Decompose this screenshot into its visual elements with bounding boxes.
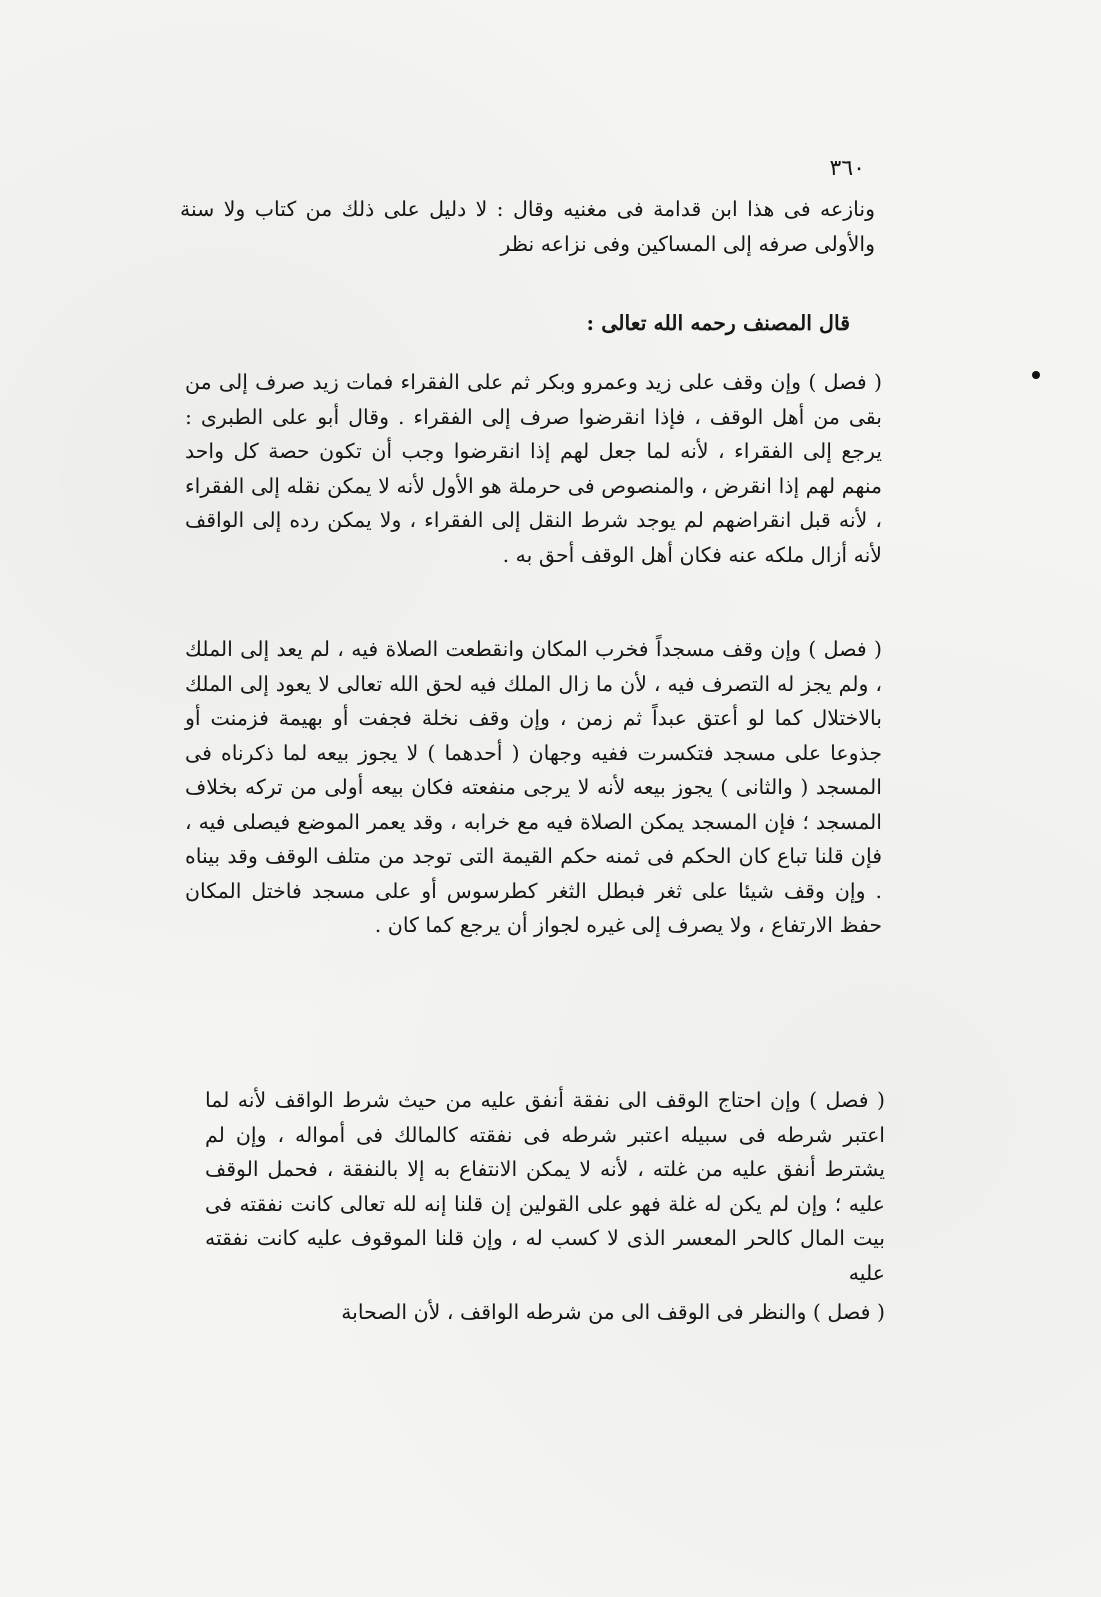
paragraph-fasl-1: [185, 365, 882, 572]
paragraph-fasl-2: [185, 632, 882, 943]
paragraph-text: ( فصل ) وإن وقف على زيد وعمرو وبكر ثم على الفقراء فمات زيد صرف إلى من بقى من أهل الوقف ، فإذا انقرضوا صرف إلى الفقراء . وقال أبو على الطبرى : يرجع إلى الفقراء ، لأنه لما جعل لهم إذا انقرضوا وجب أن تكون حصة كل واحد منهم لهم إذا انقرض ، والمنصوص فى حرملة هو الأول لأنه لا يمكن نقله إلى الفقراء ، لأنه قبل انقراضهم لم يوجد شرط النقل إلى الفقراء ، ولا يمكن رده إلى الواقف لأنه أزال ملكه عنه فكان أهل الوقف أحق به .: [185, 370, 882, 567]
page-number: ٣٦٠: [829, 156, 865, 181]
heading-text: قال المصنف رحمه الله تعالى :: [586, 311, 850, 335]
paragraph-fasl-3: [205, 1083, 885, 1290]
paragraph-text: ونازعه فى هذا ابن قدامة فى مغنيه وقال : لا دليل على ذلك من كتاب ولا سنة والأولى صرفه إلى المساكين وفى نزاعه نظر: [180, 197, 875, 256]
paragraph-text: ( فصل ) والنظر فى الوقف الى من شرطه الواقف ، لأن الصحابة: [341, 1300, 885, 1324]
paragraph-text: ( فصل ) وإن وقف مسجداً فخرب المكان وانقطعت الصلاة فيه ، لم يعد إلى الملك ، ولم يجز له التصرف فيه ، لأن ما زال الملك فيه لحق الله تعالى لا يعود إلى الملك بالاختلال كما لو أعتق عبداً ثم زمن ، وإن وقف نخلة فجفت أو بهيمة فزمنت أو جذوعا على مسجد فتكسرت ففيه وجهان ( أحدهما ) لا يجوز بيعه لما ذكرناه فى المسجد ( والثانى ) يجوز بيعه لأنه لا يرجى منفعته فكان بيعه أولى من تركه بخلاف المسجد ؛ فإن المسجد يمكن الصلاة فيه مع خرابه ، وقد يعمر الموضع فيصلى فيه ، فإن قلنا تباع كان الحكم فى ثمنه حكم القيمة التى توجد من متلف الوقف وقد بيناه . وإن وقف شيئا على ثغر فبطل الثغر كطرسوس أو على مسجد فاختل المكان حفظ الارتفاع ، ولا يصرف إلى غيره لجواز أن يرجع كما كان .: [185, 637, 882, 937]
paragraph-intro: [180, 192, 875, 261]
paragraph-author-heading: [180, 306, 850, 341]
paragraph-text: ( فصل ) وإن احتاج الوقف الى نفقة أنفق عليه من حيث شرط الواقف لأنه لما اعتبر شرطه فى سبيله اعتبر شرطه فى نفقته كالمالك فى أمواله ، وإن لم يشترط أنفق عليه من غلته ، لأنه لا يمكن الانتفاع به إلا بالنفقة ، فحمل الوقف عليه ؛ وإن لم يكن له غلة فهو على القولين إن قلنا إنه لله تعالى كانت نفقته فى بيت المال كالحر المعسر الذى لا كسب له ، وإن قلنا الموقوف عليه كانت نفقته عليه: [205, 1088, 885, 1285]
paragraph-fasl-4: [205, 1295, 885, 1330]
margin-dot: [1032, 371, 1040, 379]
